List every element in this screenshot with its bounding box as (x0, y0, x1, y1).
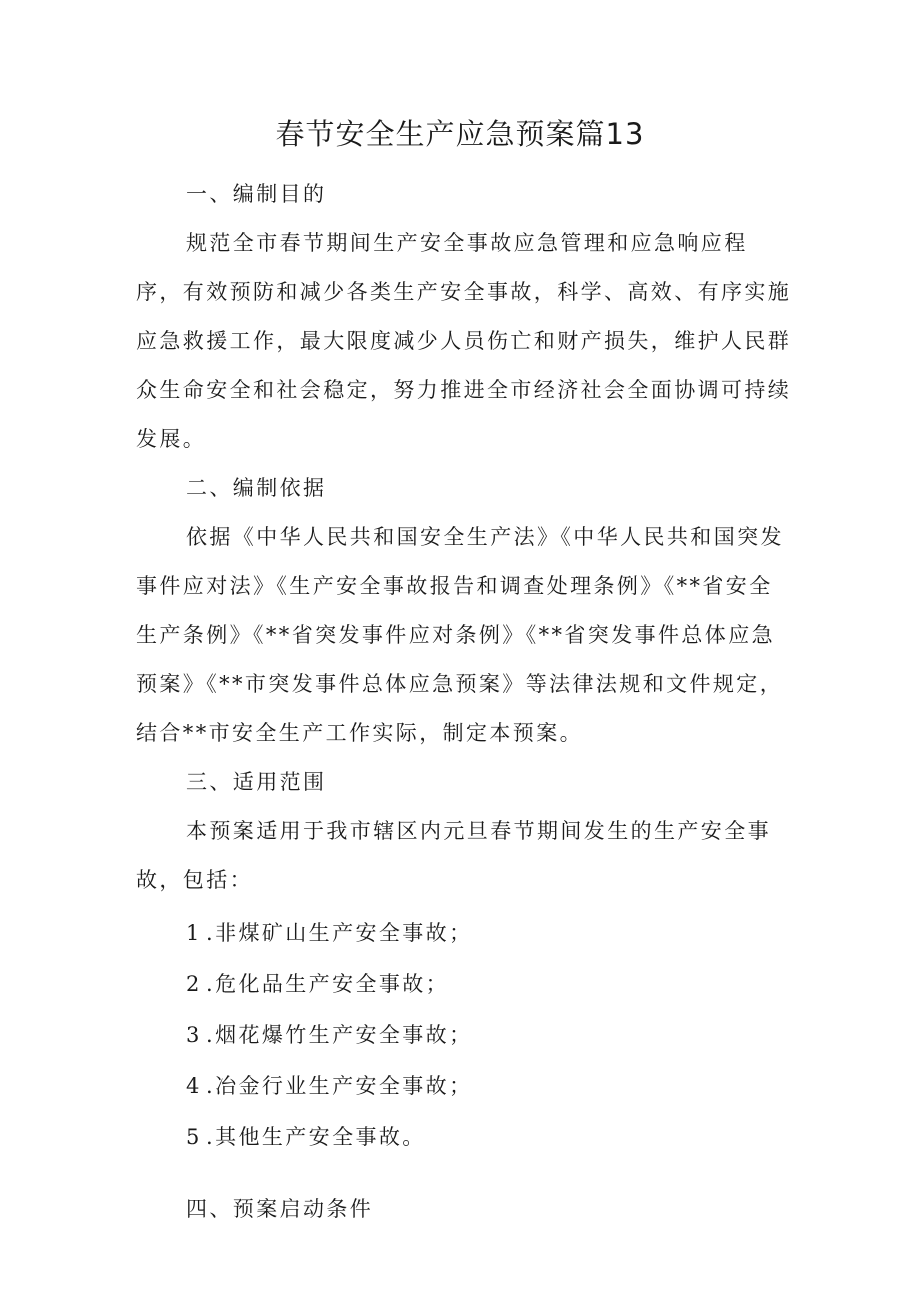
document-body (136, 170, 792, 1234)
section-paragraph-basis: 依据《中华人民共和国安全生产法》《中华人民共和国突发事件应对法》《生产安全事故报告和调查处理条例》《**省安全生产条例》《**省突发事件应对条例》《**省突发事件总体应急预案》《**市突发事件总体应急预案》等法律法规和文件规定，结合**市安全生产工作实际，制定本预案。 (136, 525, 784, 745)
section-heading-basis: 二、编制依据 (186, 476, 327, 500)
list-item: 1 .非煤矿山生产安全事故； (186, 921, 473, 945)
section-paragraph-scope: 本预案适用于我市辖区内元旦春节期间发生的生产安全事故，包括： (136, 819, 771, 892)
scope-list (136, 908, 792, 1163)
section-paragraph-purpose: 规范全市春节期间生产安全事故应急管理和应急响应程序，有效预防和减少各类生产安全事故，科学、高效、有序实施应急救援工作，最大限度减少人员伤亡和财产损失，维护人民群众生命安全和社会稳定，努力推进全市经济社会全面协调可持续发展。 (136, 231, 792, 451)
list-item: 4 .冶金行业生产安全事故； (186, 1074, 473, 1098)
document-title: 春节安全生产应急预案篇13 (275, 117, 645, 151)
list-item: 3 .烟花爆竹生产安全事故； (186, 1023, 473, 1047)
list-item: 2 .危化品生产安全事故； (186, 972, 450, 996)
section-heading-purpose: 一、编制目的 (186, 182, 327, 206)
section-heading-scope: 三、适用范围 (186, 770, 327, 794)
section-heading-trigger: 四、预案启动条件 (186, 1197, 374, 1221)
list-item: 5 .其他生产安全事故。 (186, 1125, 426, 1149)
